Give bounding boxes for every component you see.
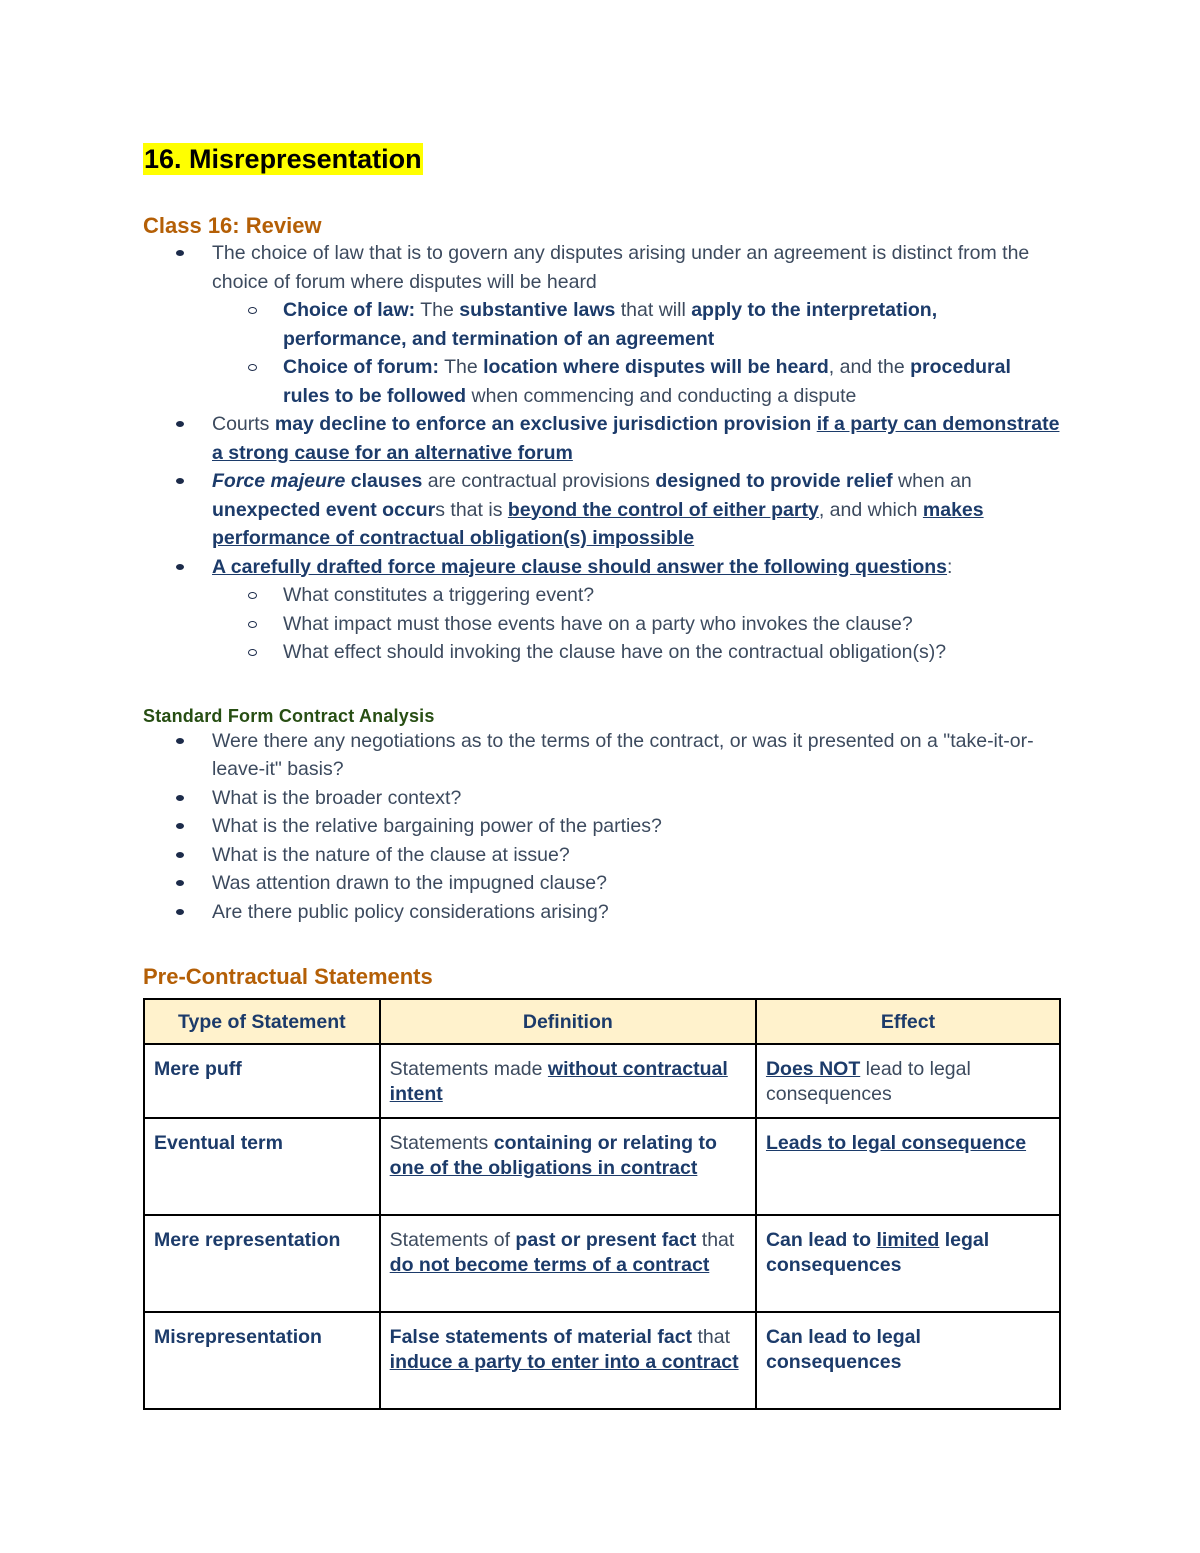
- review-bullet-drafting: A carefully drafted force majeure clause should answer the following questions:: [143, 553, 1061, 582]
- column-header: Definition: [380, 999, 756, 1044]
- cell-definition: Statements of past or present fact that do not become terms of a contract: [380, 1215, 756, 1312]
- table-row: [144, 1118, 1060, 1215]
- table-row: [144, 1312, 1060, 1409]
- page-title: 16. Misrepresentation: [144, 144, 422, 174]
- column-header: Effect: [756, 999, 1060, 1044]
- column-header: Type of Statement: [144, 999, 380, 1044]
- cell-type: Mere puff: [144, 1044, 380, 1118]
- cell-type: Eventual term: [144, 1118, 380, 1215]
- cell-definition: False statements of material fact that induce a party to enter into a contract: [380, 1312, 756, 1409]
- standard-form-item: What is the nature of the clause at issue?: [143, 841, 1061, 870]
- cell-definition: Statements containing or relating to one of the obligations in contract: [380, 1118, 756, 1215]
- cell-effect: Does NOT lead to legal consequences: [756, 1044, 1060, 1118]
- review-bullet-choice: The choice of law that is to govern any disputes arising under an agreement is distinct from the choice of forum where disputes will be heard: [143, 239, 1061, 296]
- standard-form-item: Was attention drawn to the impugned clause?: [143, 869, 1061, 898]
- review-list: [143, 239, 1061, 667]
- table-row: [144, 1044, 1060, 1118]
- standard-form-list: [143, 727, 1061, 927]
- standard-form-item: Are there public policy considerations arising?: [143, 898, 1061, 927]
- standard-form-item: What is the broader context?: [143, 784, 1061, 813]
- document-page: [143, 143, 1061, 1410]
- cell-effect: Leads to legal consequence: [756, 1118, 1060, 1215]
- cell-type: Mere representation: [144, 1215, 380, 1312]
- cell-effect: Can lead to legal consequences: [756, 1312, 1060, 1409]
- standard-form-item: Were there any negotiations as to the terms of the contract, or was it presented on a "take-it-or-leave-it" basis?: [143, 727, 1061, 784]
- table-row: [144, 1215, 1060, 1312]
- review-bullet-force-majeure: Force majeure clauses are contractual provisions designed to provide relief when an unexpected event occurs that is beyond the control of either party, and which makes performance of contractual obligation(s) impossible: [143, 467, 1061, 553]
- review-sub-question: What constitutes a triggering event?: [143, 581, 1061, 610]
- review-sub-choice-of-law: Choice of law: The substantive laws that will apply to the interpretation, performance, and termination of an agreement: [143, 296, 1061, 353]
- cell-effect: Can lead to limited legal consequences: [756, 1215, 1060, 1312]
- review-sub-choice-of-forum: Choice of forum: The location where disputes will be heard, and the procedural rules to be followed when commencing and conducting a dispute: [143, 353, 1061, 410]
- standard-form-heading: Standard Form Contract Analysis: [143, 705, 435, 726]
- statements-table: [143, 998, 1061, 1410]
- table-header-row: [144, 999, 1060, 1044]
- review-sub-question: What effect should invoking the clause have on the contractual obligation(s)?: [143, 638, 1061, 667]
- cell-type: Misrepresentation: [144, 1312, 380, 1409]
- review-heading: Class 16: Review: [143, 213, 322, 238]
- pre-contractual-heading: Pre-Contractual Statements: [143, 964, 433, 989]
- review-bullet-courts: Courts may decline to enforce an exclusive jurisdiction provision if a party can demonstrate a strong cause for an alternative forum: [143, 410, 1061, 467]
- review-sub-question: What impact must those events have on a party who invokes the clause?: [143, 610, 1061, 639]
- standard-form-item: What is the relative bargaining power of the parties?: [143, 812, 1061, 841]
- cell-definition: Statements made without contractual intent: [380, 1044, 756, 1118]
